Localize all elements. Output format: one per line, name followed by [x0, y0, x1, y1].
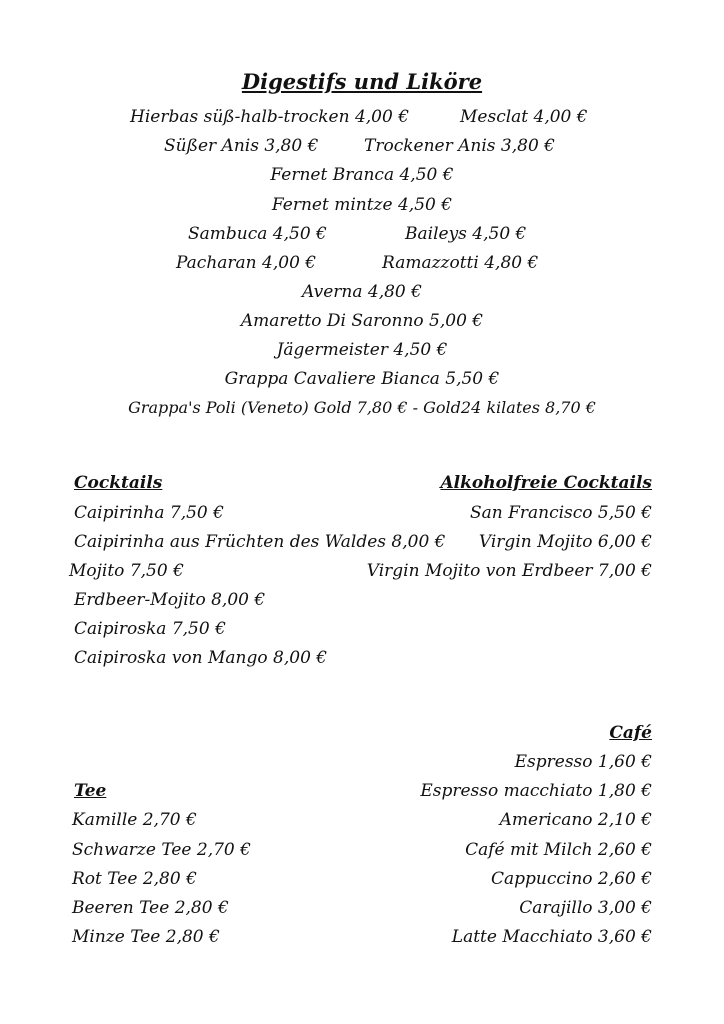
menu-item: Beeren Tee 2,80 € [72, 898, 229, 918]
cocktails-title: Cocktails [74, 473, 163, 493]
menu-item: Averna 4,80 € [302, 282, 422, 302]
menu-item: Virgin Mojito von Erdbeer 7,00 € [366, 561, 652, 581]
menu-item: Amaretto Di Saronno 5,00 € [240, 311, 484, 331]
menu-item: Mesclat 4,00 € [460, 107, 588, 127]
digestifs-title: Digestifs und Liköre [241, 69, 483, 94]
menu-item: Grappa's Poli (Veneto) Gold 7,80 € - Gold24 kilates 8,70 € [128, 398, 596, 417]
menu-item: Espresso macchiato 1,80 € [420, 781, 652, 801]
menu-item: Café mit Milch 2,60 € [465, 840, 652, 860]
menu-item: Fernet Branca 4,50 € [270, 165, 454, 185]
menu-item: Erdbeer-Mojito 8,00 € [74, 590, 266, 610]
cafe-title: Café [609, 723, 652, 743]
menu-item: Süßer Anis 3,80 € [164, 136, 319, 156]
alkoholfrei-title: Alkoholfreie Cocktails [440, 473, 652, 493]
menu-item: Kamille 2,70 € [72, 810, 197, 830]
menu-item: Ramazzotti 4,80 € [382, 253, 539, 273]
menu-item: Pacharan 4,00 € [176, 253, 317, 273]
menu-item: Schwarze Tee 2,70 € [72, 840, 251, 860]
menu-item: Sambuca 4,50 € [188, 224, 327, 244]
menu-item: Rot Tee 2,80 € [72, 869, 197, 889]
menu-item: Latte Macchiato 3,60 € [451, 927, 652, 947]
menu-item: Virgin Mojito 6,00 € [478, 532, 652, 552]
menu-item: Caipiroska 7,50 € [74, 619, 226, 639]
menu-item: Trockener Anis 3,80 € [364, 136, 555, 156]
menu-item: Jägermeister 4,50 € [276, 340, 448, 360]
menu-item: Baileys 4,50 € [405, 224, 527, 244]
menu-item: San Francisco 5,50 € [469, 503, 652, 523]
menu-item: Fernet mintze 4,50 € [271, 195, 453, 215]
menu-item: Grappa Cavaliere Bianca 5,50 € [224, 369, 500, 389]
menu-item: Caipirinha 7,50 € [74, 503, 224, 523]
menu-item: Minze Tee 2,80 € [72, 927, 220, 947]
menu-item: Cappuccino 2,60 € [491, 869, 652, 889]
menu-item: Carajillo 3,00 € [519, 898, 652, 918]
tee-title: Tee [74, 781, 107, 801]
menu-item: Caipirinha aus Früchten des Waldes 8,00 € [74, 532, 446, 552]
menu-item: Espresso 1,60 € [514, 752, 652, 772]
menu-item: Hierbas süß-halb-trocken 4,00 € [130, 107, 410, 127]
menu-item: Caipiroska von Mango 8,00 € [74, 648, 328, 668]
menu-item: Mojito 7,50 € [69, 561, 184, 581]
menu-item: Americano 2,10 € [499, 810, 652, 830]
